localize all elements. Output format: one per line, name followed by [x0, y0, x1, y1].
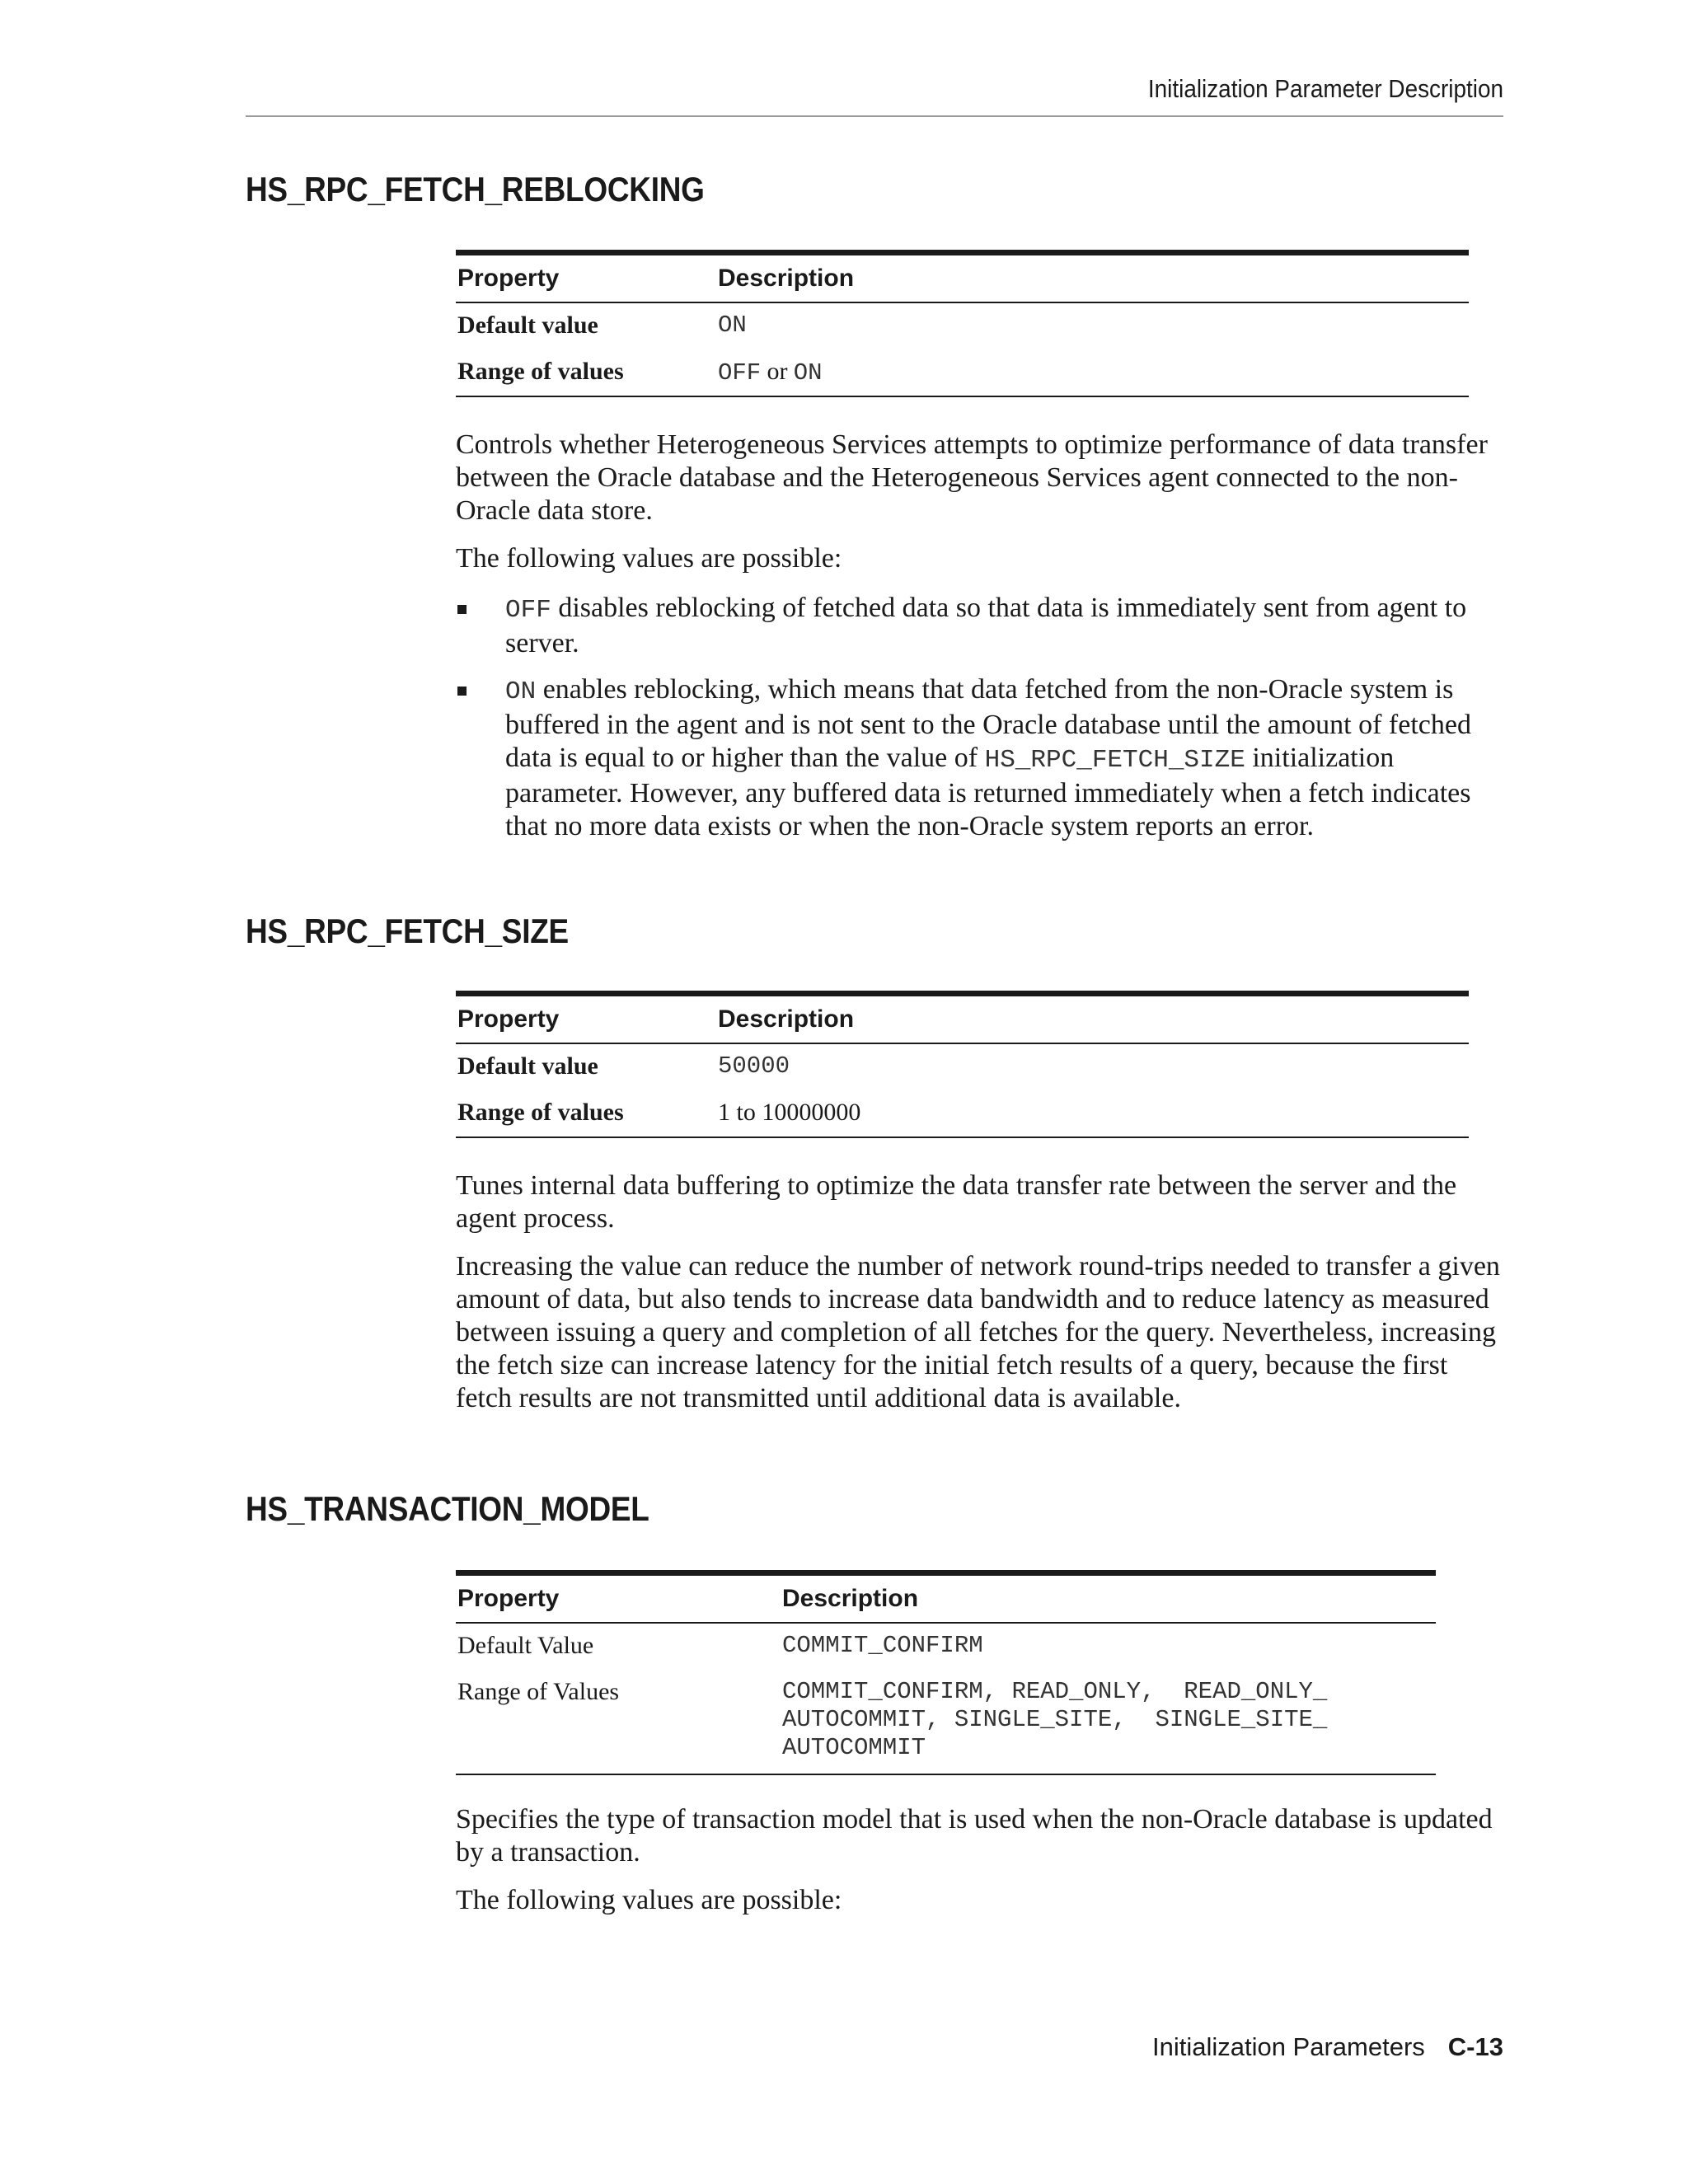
- property-value: 50000: [718, 1052, 790, 1080]
- body-paragraph: The following values are possible:: [456, 1885, 842, 1915]
- table-header: [456, 996, 1469, 1044]
- table-row: [456, 1044, 1469, 1090]
- property-value: 1 to 10000000: [718, 1099, 861, 1126]
- table-row: [456, 1090, 1469, 1137]
- body-paragraph: Increasing the value can reduce the number of network round-trips needed to transfer a given amount of data, but also tends to increase data bandwidth and to reduce latency as measured between issuing a query and completion of all fetches for the query. Nevertheless, increasing the fetch size can increase latency for the initial fetch results of a query, because the first fetch results are not transmitted until additional data is available.: [456, 1251, 1500, 1413]
- bullet-icon: [457, 605, 467, 614]
- table-row: [456, 349, 1469, 396]
- section-heading-hs-transaction-model: HS_TRANSACTION_MODEL: [246, 1489, 649, 1528]
- table-row: [456, 1670, 1436, 1775]
- property-label: Default value: [457, 312, 598, 339]
- column-header-property: Property: [457, 1005, 560, 1033]
- list-item-text: [505, 592, 1507, 660]
- property-value: COMMIT_CONFIRM: [782, 1632, 983, 1659]
- running-header: [246, 73, 1503, 117]
- property-table-reblocking: [456, 250, 1469, 397]
- body-paragraph: Tunes internal data buffering to optimize the data transfer rate between the server and the agent process.: [456, 1170, 1457, 1234]
- property-value: [782, 1678, 1327, 1762]
- page-number: C-13: [1447, 2032, 1503, 2061]
- running-header-title: Initialization Parameter Description: [1147, 74, 1503, 103]
- column-header-description: Description: [782, 1585, 919, 1612]
- table-header: [456, 255, 1469, 303]
- table-header: [456, 1576, 1436, 1624]
- property-label: Range of values: [457, 1099, 624, 1126]
- property-value: ON: [718, 312, 747, 339]
- body-paragraph: Specifies the type of transaction model that is used when the non-Oracle database is updated by a transaction.: [456, 1804, 1493, 1868]
- property-label: Default Value: [457, 1632, 594, 1659]
- property-table-transaction-model: [456, 1570, 1436, 1775]
- page-footer: [1152, 2032, 1503, 2062]
- property-value: [718, 358, 823, 387]
- value-line: AUTOCOMMIT, SINGLE_SITE, SINGLE_SITE_: [782, 1706, 1328, 1733]
- property-table-fetch-size: [456, 991, 1469, 1138]
- property-label: Range of Values: [457, 1678, 620, 1705]
- footer-book-section: Initialization Parameters: [1151, 2032, 1425, 2061]
- value-line: COMMIT_CONFIRM, READ_ONLY, READ_ONLY_: [782, 1678, 1328, 1705]
- list-item-body: disables reblocking of fetched data so that data is immediately sent from agent to server.: [505, 593, 1467, 658]
- list-item-text: [505, 673, 1507, 843]
- body-paragraph: Controls whether Heterogeneous Services attempts to optimize performance of data transfer between the Oracle database and the Heterogeneous Services agent connected to the non-Oracle data store.: [456, 429, 1488, 526]
- code-value: OFF: [718, 359, 762, 387]
- code-value: ON: [793, 359, 823, 387]
- body-paragraph: The following values are possible:: [456, 543, 842, 574]
- bullet-icon: [457, 687, 467, 696]
- value-line: AUTOCOMMIT: [782, 1734, 926, 1761]
- list-item-body: enables reblocking, which means that data fetched from the non-Oracle system is buffered in the agent and is not sent to the Oracle database until the amount of fetched data is equal to or higher than the value of: [505, 674, 1471, 773]
- property-label: Default value: [457, 1052, 598, 1080]
- value-join-text: or: [767, 358, 788, 385]
- list-item: [456, 592, 1507, 660]
- code-value: ON: [505, 677, 537, 706]
- table-row: [456, 303, 1469, 349]
- table-row: [456, 1624, 1436, 1670]
- column-header-property: Property: [457, 265, 560, 292]
- list-item: [456, 673, 1507, 843]
- code-value: HS_RPC_FETCH_SIZE: [984, 746, 1245, 775]
- section-heading-hs-rpc-fetch-size: HS_RPC_FETCH_SIZE: [246, 912, 569, 950]
- column-header-property: Property: [457, 1585, 560, 1612]
- list-item-body: initialization parameter. However, any buffered data is returned immediately when a fetch indicates that no more data exists or when the non-Oracle system reports an error.: [505, 743, 1471, 841]
- code-value: OFF: [505, 596, 551, 625]
- column-header-description: Description: [718, 265, 855, 292]
- property-label: Range of values: [457, 358, 624, 385]
- section-heading-hs-rpc-fetch-reblocking: HS_RPC_FETCH_REBLOCKING: [246, 170, 705, 209]
- column-header-description: Description: [718, 1005, 855, 1033]
